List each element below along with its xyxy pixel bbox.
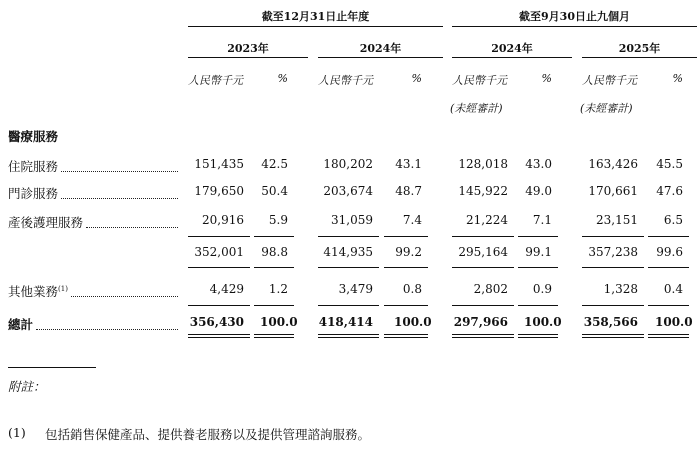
unit-rmb-3: 人民幣千元 xyxy=(452,74,507,87)
subtotal-rule-6 xyxy=(518,236,558,237)
subtotal-value-3: 414,935 xyxy=(323,245,373,259)
notes-rule xyxy=(8,367,96,368)
period-header-year-ended: 截至12月31日止年度 xyxy=(261,10,370,23)
unit-rmb-1: 人民幣千元 xyxy=(188,74,243,87)
total-rule-top-8 xyxy=(648,305,689,306)
unit-rmb-2: 人民幣千元 xyxy=(318,74,373,87)
subtotal-value-1: 352,001 xyxy=(194,245,244,259)
total-rule-top-1 xyxy=(188,305,250,306)
total-label: 總計 xyxy=(8,317,34,332)
unit-pct-3: % xyxy=(541,72,552,85)
row-2-value-1: 179,650 xyxy=(194,184,244,198)
row-1-value-7: 163,426 xyxy=(588,157,638,171)
section-title: 醫療服務 xyxy=(8,129,59,144)
row-3-value-1: 20,916 xyxy=(202,213,244,227)
row-3-value-8: 6.5 xyxy=(663,213,683,227)
subtotal-rule-bottom-8 xyxy=(648,267,689,268)
subtotal-rule-5 xyxy=(452,236,514,237)
subtotal-rule-3 xyxy=(318,236,379,237)
unit-pct-4: % xyxy=(672,72,683,85)
total-value-6: 100.0 xyxy=(524,315,562,329)
total-double-rule-4 xyxy=(384,334,428,338)
other-value-3: 3,479 xyxy=(338,282,373,296)
total-rule-top-5 xyxy=(452,305,514,306)
row-2-value-2: 50.4 xyxy=(261,184,288,198)
footnote-marker: (1) xyxy=(8,425,26,440)
subtotal-rule-1 xyxy=(188,236,250,237)
row-1-value-5: 128,018 xyxy=(458,157,508,171)
period-rule-left xyxy=(188,26,443,27)
row-1-value-4: 43.1 xyxy=(395,157,422,171)
row-3-value-7: 23,151 xyxy=(596,213,638,227)
row-label-1: 住院服務 xyxy=(8,159,59,174)
row-label-2-leader xyxy=(61,198,178,199)
total-value-4: 100.0 xyxy=(394,315,432,329)
row-1-value-8: 45.5 xyxy=(656,157,683,171)
total-label-leader xyxy=(36,329,178,330)
year-rule-1 xyxy=(188,57,308,58)
total-double-rule-6 xyxy=(518,334,558,338)
row-2-value-8: 47.6 xyxy=(656,184,683,198)
subtotal-rule-2 xyxy=(254,236,294,237)
year-rule-2 xyxy=(318,57,443,58)
total-value-7: 358,566 xyxy=(583,315,638,329)
row-label-3: 產後護理服務 xyxy=(8,215,84,230)
total-rule-top-4 xyxy=(384,305,428,306)
subtotal-rule-bottom-6 xyxy=(518,267,558,268)
row-3-value-3: 31,059 xyxy=(331,213,373,227)
unit-rmb-4: 人民幣千元 xyxy=(582,74,637,87)
unit-pct-2: % xyxy=(411,72,422,85)
row-3-value-6: 7.1 xyxy=(532,213,552,227)
total-double-rule-3 xyxy=(318,334,379,338)
subtotal-value-2: 98.8 xyxy=(261,245,288,259)
other-label-note: (1) xyxy=(58,284,68,293)
row-2-value-7: 170,661 xyxy=(588,184,638,198)
row-3-value-2: 5.9 xyxy=(268,213,288,227)
other-value-8: 0.4 xyxy=(663,282,683,296)
row-2-value-5: 145,922 xyxy=(458,184,508,198)
unit-unaudited-2: (未經審計) xyxy=(580,102,633,115)
other-label-leader xyxy=(71,296,178,297)
subtotal-rule-bottom-5 xyxy=(452,267,514,268)
row-1-value-3: 180,202 xyxy=(323,157,373,171)
total-value-8: 100.0 xyxy=(655,315,693,329)
row-1-value-2: 42.5 xyxy=(261,157,288,171)
subtotal-value-5: 295,164 xyxy=(458,245,508,259)
unit-pct-1: % xyxy=(277,72,288,85)
row-1-value-1: 151,435 xyxy=(194,157,244,171)
year-header-1: 2023年 xyxy=(227,42,269,55)
other-value-6: 0.9 xyxy=(532,282,552,296)
period-header-nine-months: 截至9月30日止九個月 xyxy=(519,10,630,23)
row-3-value-5: 21,224 xyxy=(466,213,508,227)
total-value-3: 418,414 xyxy=(318,315,373,329)
total-value-1: 356,430 xyxy=(189,315,244,329)
other-value-2: 1.2 xyxy=(268,282,288,296)
total-rule-top-3 xyxy=(318,305,379,306)
total-double-rule-2 xyxy=(254,334,294,338)
subtotal-rule-bottom-2 xyxy=(254,267,294,268)
subtotal-rule-4 xyxy=(384,236,428,237)
subtotal-value-6: 99.1 xyxy=(525,245,552,259)
total-double-rule-7 xyxy=(582,334,644,338)
subtotal-rule-bottom-4 xyxy=(384,267,428,268)
subtotal-value-4: 99.2 xyxy=(395,245,422,259)
row-label-3-leader xyxy=(86,227,178,228)
year-rule-4 xyxy=(582,57,697,58)
row-1-value-6: 43.0 xyxy=(525,157,552,171)
total-double-rule-1 xyxy=(188,334,250,338)
year-rule-3 xyxy=(452,57,572,58)
row-2-value-3: 203,674 xyxy=(323,184,373,198)
subtotal-rule-8 xyxy=(648,236,689,237)
subtotal-rule-bottom-1 xyxy=(188,267,250,268)
footnote-text: 包括銷售保健產品、提供養老服務以及提供管理諮詢服務。 xyxy=(45,427,371,442)
total-value-5: 297,966 xyxy=(453,315,508,329)
row-3-value-4: 7.4 xyxy=(402,213,422,227)
row-label-1-leader xyxy=(61,171,178,172)
notes-title: 附註： xyxy=(8,379,46,394)
subtotal-value-8: 99.6 xyxy=(656,245,683,259)
other-value-4: 0.8 xyxy=(402,282,422,296)
subtotal-rule-7 xyxy=(582,236,644,237)
total-rule-top-2 xyxy=(254,305,294,306)
year-header-4: 2025年 xyxy=(618,42,661,55)
total-rule-top-6 xyxy=(518,305,558,306)
total-double-rule-8 xyxy=(648,334,689,338)
year-header-3: 2024年 xyxy=(491,42,533,55)
row-2-value-4: 48.7 xyxy=(395,184,422,198)
other-value-1: 4,429 xyxy=(209,282,244,296)
subtotal-value-7: 357,238 xyxy=(588,245,638,259)
other-label: 其他業務$^{(1)}$ xyxy=(8,284,68,299)
total-value-2: 100.0 xyxy=(260,315,298,329)
row-2-value-6: 49.0 xyxy=(525,184,552,198)
year-header-2: 2024年 xyxy=(359,42,402,55)
total-rule-top-7 xyxy=(582,305,644,306)
unit-unaudited-1: (未經審計) xyxy=(450,102,503,115)
subtotal-rule-bottom-7 xyxy=(582,267,644,268)
other-value-5: 2,802 xyxy=(473,282,508,296)
total-double-rule-5 xyxy=(452,334,514,338)
period-rule-right xyxy=(452,26,697,27)
other-value-7: 1,328 xyxy=(603,282,638,296)
row-label-2: 門診服務 xyxy=(8,186,59,201)
subtotal-rule-bottom-3 xyxy=(318,267,379,268)
